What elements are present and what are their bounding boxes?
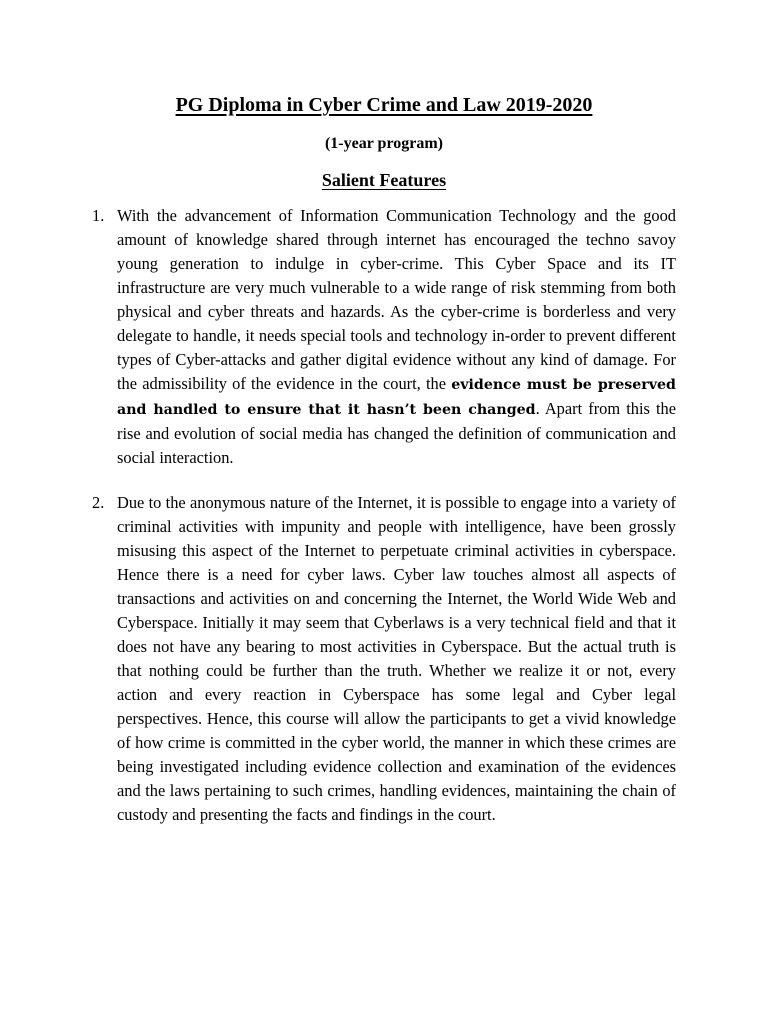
emphasized-text: evidence must be preserved and handled to ensure that it hasn’t been changed — [117, 377, 676, 418]
list-item-text-part: . Apart from this the rise and evolution of social media has changed the definition of communication and social interaction. — [117, 399, 676, 467]
list-item-number: 2. — [92, 493, 105, 512]
list-item-text — [117, 204, 676, 470]
section-heading-text: Salient Features — [321, 170, 447, 190]
section-heading — [0, 168, 768, 192]
list-item-text-part: With the advancement of Information Communication Technology and the good amount of knowledge shared through internet has encouraged the techno savoy young generation to indulge in cyber-crime. This Cyber Space and its IT infrastructure are very much vulnerable to a wide range of risk stemming from both physical and cyber threats and hazards. As the cyber-crime is borderless and very delegate to handle, it needs special tools and technology in-order to prevent different types of Cyber-attacks and gather digital evidence without any kind of damage. For the admissibility of the evidence in the court, the — [117, 206, 676, 393]
list-item-number: 1. — [92, 206, 105, 225]
list-item — [92, 204, 676, 470]
document-title-text: PG Diploma in Cyber Crime and Law 2019-2020 — [175, 94, 593, 116]
list-item-text: Due to the anonymous nature of the Internet, it is possible to engage into a variety of criminal activities with impunity and people with intelligence, have been grossly misusing this aspect of the Internet to perpetuate criminal activities in cyberspace. Hence there is a need for cyber laws. Cyber law touches almost all aspects of transactions and activities on and concerning the Internet, the World Wide Web and Cyberspace. Initially it may seem that Cyberlaws is a very technical field and that it does not have any bearing to most activities in Cyberspace. But the actual truth is that nothing could be further than the truth. Whether we realize it or not, every action and every reaction in Cyberspace has some legal and Cyber legal perspectives. Hence, this course will allow the participants to get a vivid knowledge of how crime is committed in the cyber world, the manner in which these crimes are being investigated including evidence collection and examination of the evidences and the laws pertaining to such crimes, handling evidences, maintaining the chain of custody and presenting the facts and findings in the court. — [117, 493, 676, 824]
list-item — [92, 491, 676, 827]
document-title — [0, 92, 768, 118]
document-subtitle: (1-year program) — [324, 135, 444, 152]
